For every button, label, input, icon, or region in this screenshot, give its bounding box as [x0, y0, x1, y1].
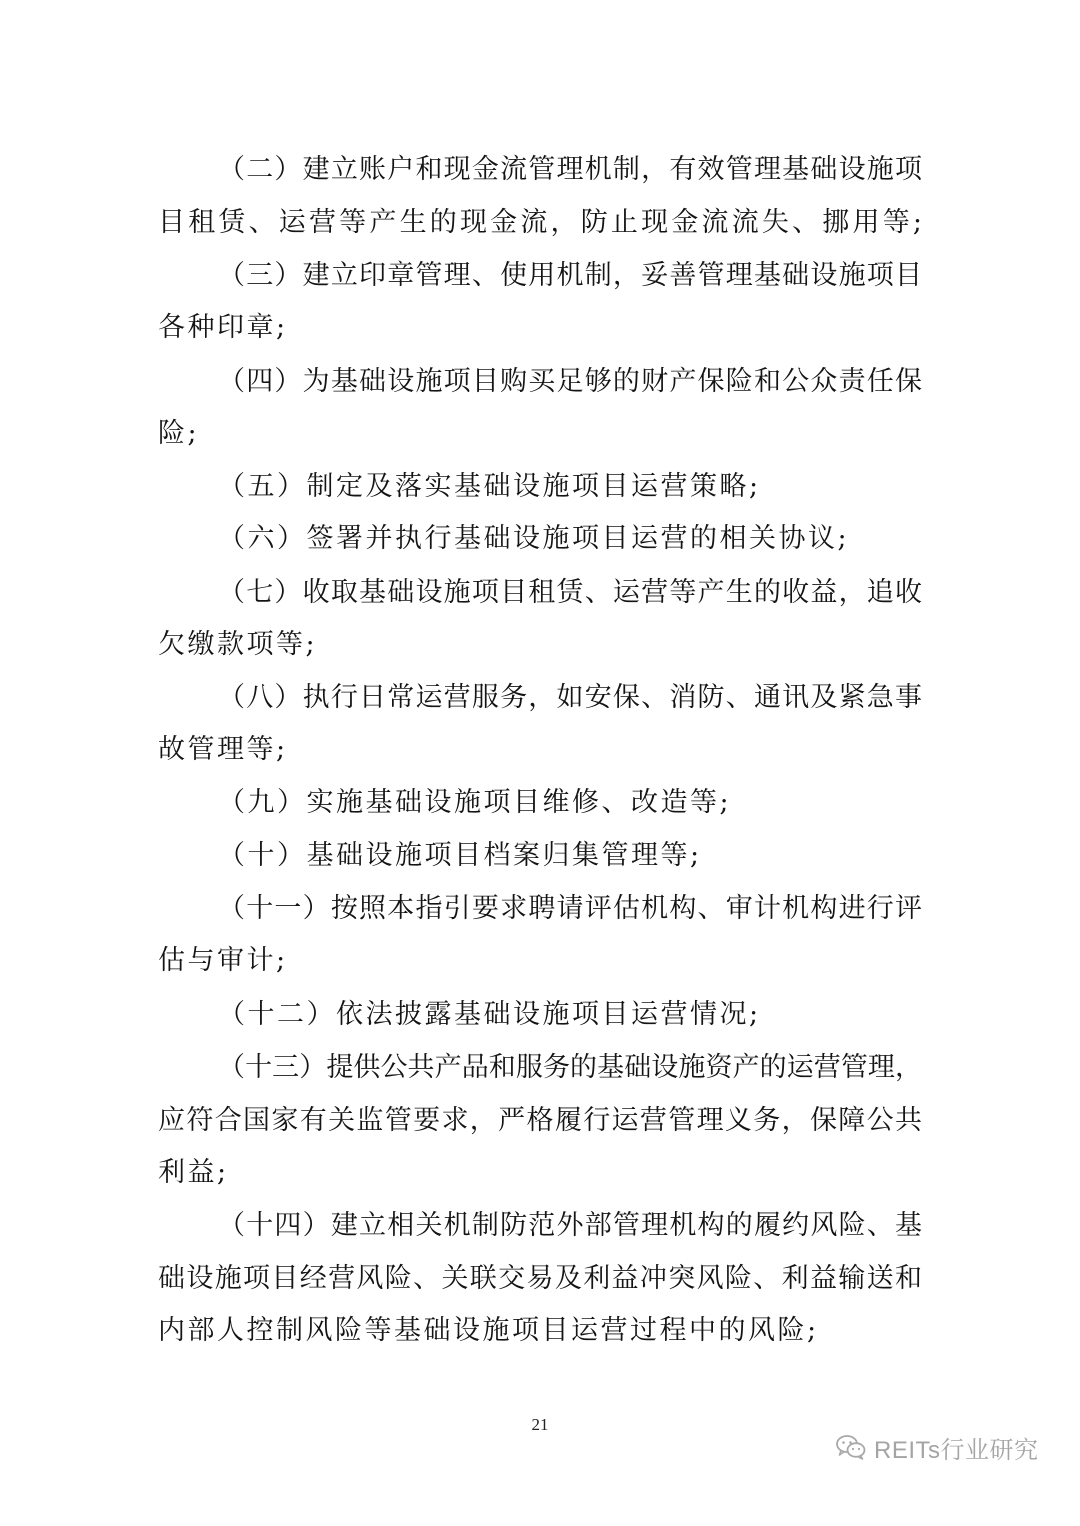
paragraph-13-line-3: 利益;: [158, 1157, 229, 1188]
watermark-text: REITs行业研究: [874, 1436, 1039, 1464]
paragraph-13-line-2: 应符合国家有关监管要求，严格履行运营管理义务，保障公共: [158, 1105, 922, 1136]
paragraph-9-line-1: （九）实施基础设施项目维修、改造等;: [218, 787, 732, 818]
paragraph-2-line-2: 目租赁、运营等产生的现金流，防止现金流流失、挪用等;: [158, 207, 922, 238]
page-number: 21: [531, 1415, 549, 1434]
paragraph-6-line-1: （六）签署并执行基础设施项目运营的相关协议;: [218, 523, 850, 554]
paragraph-14-line-3: 内部人控制风险等基础设施项目运营过程中的风险;: [158, 1315, 819, 1346]
paragraph-14-line-1: （十四）建立相关机制防范外部管理机构的履约风险、基: [218, 1210, 922, 1241]
paragraph-12-line-1: （十二）依法披露基础设施项目运营情况;: [218, 999, 761, 1030]
paragraph-14-line-2: 础设施项目经营风险、关联交易及利益冲突风险、利益输送和: [158, 1263, 922, 1294]
paragraph-4-line-2: 险;: [158, 418, 200, 449]
paragraph-3-line-1: （三）建立印章管理、使用机制，妥善管理基础设施项目: [218, 260, 922, 291]
paragraph-10-line-1: （十）基础设施项目档案归集管理等;: [218, 840, 702, 871]
paragraph-5-line-1: （五）制定及落实基础设施项目运营策略;: [218, 471, 761, 502]
wechat-icon: [836, 1434, 866, 1460]
paragraph-11-line-2: 估与审计;: [158, 945, 288, 976]
paragraph-7-line-2: 欠缴款项等;: [158, 629, 318, 660]
paragraph-8-line-1: （八）执行日常运营服务，如安保、消防、通讯及紧急事: [218, 682, 922, 713]
paragraph-7-line-1: （七）收取基础设施项目租赁、运营等产生的收益，追收: [218, 577, 922, 608]
watermark: [836, 1427, 1039, 1467]
paragraph-11-line-1: （十一）按照本指引要求聘请评估机构、审计机构进行评: [218, 893, 922, 924]
paragraph-2-line-1: （二）建立账户和现金流管理机制，有效管理基础设施项: [218, 154, 922, 185]
paragraph-8-line-2: 故管理等;: [158, 734, 288, 765]
paragraph-3-line-2: 各种印章;: [158, 312, 288, 343]
paragraph-13-line-1: （十三）提供公共产品和服务的基础设施资产的运营管理，: [218, 1052, 922, 1083]
paragraph-4-line-1: （四）为基础设施项目购买足够的财产保险和公众责任保: [218, 366, 922, 397]
